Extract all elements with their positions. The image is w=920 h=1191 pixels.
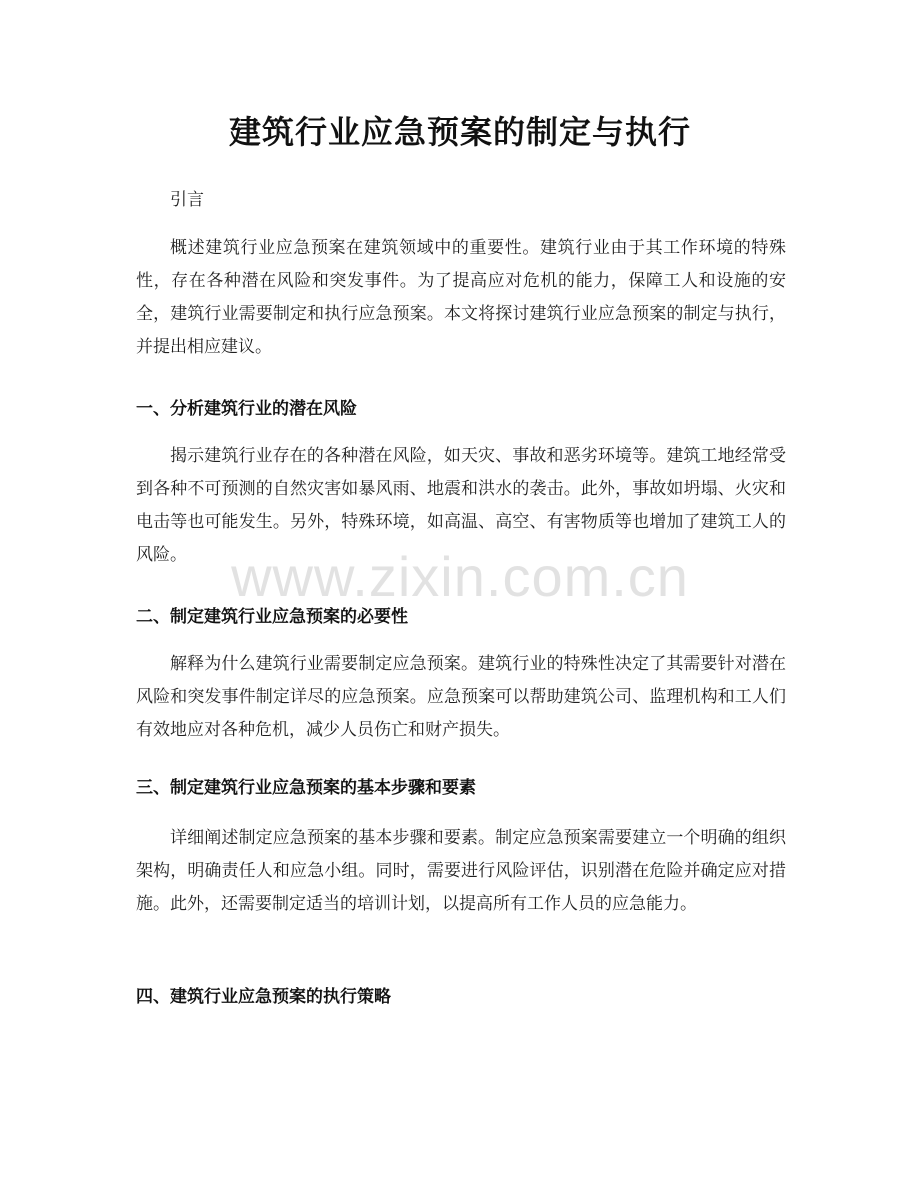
section-1-paragraph: 揭示建筑行业存在的各种潜在风险，如天灾、事故和恶劣环境等。建筑工地经常受到各种不可预测的自然灾害如暴风雨、地震和洪水的袭击。此外，事故如坍塌、火灾和电击等也可能发生。另外，特殊环境，如高温、高空、有害物质等也增加了建筑工人的风险。 xyxy=(136,446,786,565)
watermark: www.zixin.com.cn xyxy=(231,545,689,608)
section-3-paragraph: 详细阐述制定应急预案的基本步骤和要素。制定应急预案需要建立一个明确的组织架构，明确责任人和应急小组。同时，需要进行风险评估，识别潜在危险并确定应对措施。此外，还需要制定适当的培训计划，以提高所有工作人员的应急能力。 xyxy=(136,828,786,914)
intro-paragraph: 概述建筑行业应急预案在建筑领域中的重要性。建筑行业由于其工作环境的特殊性，存在各种潜在风险和突发事件。为了提高应对危机的能力，保障工人和设施的安全，建筑行业需要制定和执行应急预案。本文将探讨建筑行业应急预案的制定与执行，并提出相应建议。 xyxy=(136,238,786,357)
document-title: 建筑行业应急预案的制定与执行 xyxy=(228,113,691,151)
section-1-heading: 一、分析建筑行业的潜在风险 xyxy=(136,399,357,419)
intro-label: 引言 xyxy=(170,190,204,210)
section-2-paragraph: 解释为什么建筑行业需要制定应急预案。建筑行业的特殊性决定了其需要针对潜在风险和突发事件制定详尽的应急预案。应急预案可以帮助建筑公司、监理机构和工人们有效地应对各种危机，减少人员伤亡和财产损失。 xyxy=(136,654,786,740)
section-2-heading: 二、制定建筑行业应急预案的必要性 xyxy=(136,607,408,627)
section-4-heading: 四、建筑行业应急预案的执行策略 xyxy=(136,987,391,1007)
section-3-heading: 三、制定建筑行业应急预案的基本步骤和要素 xyxy=(136,778,476,798)
